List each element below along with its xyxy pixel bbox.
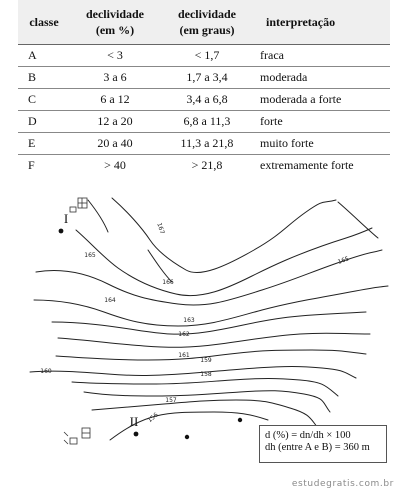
header-declividade-pct: declividade (em %) [70, 0, 160, 45]
table-row [18, 45, 390, 67]
watermark: estudegratis.com.br [291, 479, 394, 489]
cell-classe: C [18, 89, 70, 111]
contour-label: 164 [104, 297, 116, 304]
contour-label: 158 [200, 371, 212, 378]
contour-label: 163 [183, 317, 195, 324]
contour-line-east-stub [338, 202, 378, 238]
cell-pct: 12 a 20 [70, 111, 160, 133]
formula-line-1: d (%) = dn/dh × 100 [265, 430, 351, 441]
building-symbol-north [70, 198, 87, 212]
building-symbol-south [64, 428, 90, 444]
contour-label: 167 [155, 222, 166, 236]
table-row [18, 133, 390, 155]
cell-interp: moderada a forte [254, 89, 390, 111]
formula-box [259, 425, 387, 463]
contour-line-167 [112, 198, 336, 273]
cell-pct: 6 a 12 [70, 89, 160, 111]
cell-interp: moderada [254, 67, 390, 89]
cell-pct: > 40 [104, 158, 126, 172]
cell-classe: A [18, 45, 70, 67]
contour-line-165-upper [76, 228, 372, 296]
cell-graus: 3,4 a 6,8 [160, 89, 254, 111]
cell-interp: fraca [254, 45, 390, 67]
cell-graus: > 21,8 [191, 158, 223, 172]
formula-line-2: dh (entre A e B) = 360 m [265, 442, 370, 453]
contour-label: 161 [178, 352, 190, 359]
table-row [18, 155, 390, 177]
contour-label: 162 [178, 331, 190, 338]
cell-interp: forte [254, 111, 390, 133]
point-b-label: II [129, 414, 139, 429]
contour-line-166 [148, 250, 172, 282]
contour-line-164 [34, 286, 388, 326]
point-a-label: I [63, 211, 69, 226]
header-interpretacao: interpretação [254, 0, 390, 45]
cell-classe: B [18, 67, 70, 89]
cell-graus: 1,7 a 3,4 [160, 67, 254, 89]
cell-pct: 20 a 40 [70, 133, 160, 155]
cell-interp: extremamente forte [260, 158, 354, 172]
cell-graus: 6,8 a 11,3 [160, 111, 254, 133]
cell-graus: < 1,7 [160, 45, 254, 67]
elevation-point [238, 418, 242, 422]
table-row [18, 67, 390, 89]
cell-classe: D [18, 111, 70, 133]
table-header-row [18, 0, 390, 45]
contour-label: 156 [146, 411, 160, 425]
cell-classe: E [18, 133, 70, 155]
cell-pct: < 3 [70, 45, 160, 67]
cell-pct: 3 a 6 [70, 67, 160, 89]
elevation-point [185, 435, 189, 439]
header-declividade-graus: declividade (em graus) [160, 0, 254, 45]
contour-label: 165 [84, 252, 96, 259]
contour-label: 165 [336, 255, 351, 266]
table-row [18, 111, 390, 133]
point-a-marker [59, 229, 64, 234]
contour-label: 160 [40, 368, 52, 375]
contour-label: 157 [165, 397, 177, 404]
point-b-marker [134, 432, 139, 437]
contour-label: 166 [162, 279, 174, 286]
contour-line-157 [92, 400, 318, 428]
contour-line-160 [30, 367, 356, 379]
header-classe: classe [18, 0, 70, 45]
cell-interp: muito forte [254, 133, 390, 155]
slope-classes-table [18, 0, 390, 176]
contour-line-162 [58, 333, 370, 347]
table-row [18, 89, 390, 111]
contour-label: 159 [200, 357, 212, 364]
cell-graus: 11,3 a 21,8 [160, 133, 254, 155]
cell-classe: F [28, 158, 35, 172]
contour-line-north-stub [88, 200, 108, 232]
